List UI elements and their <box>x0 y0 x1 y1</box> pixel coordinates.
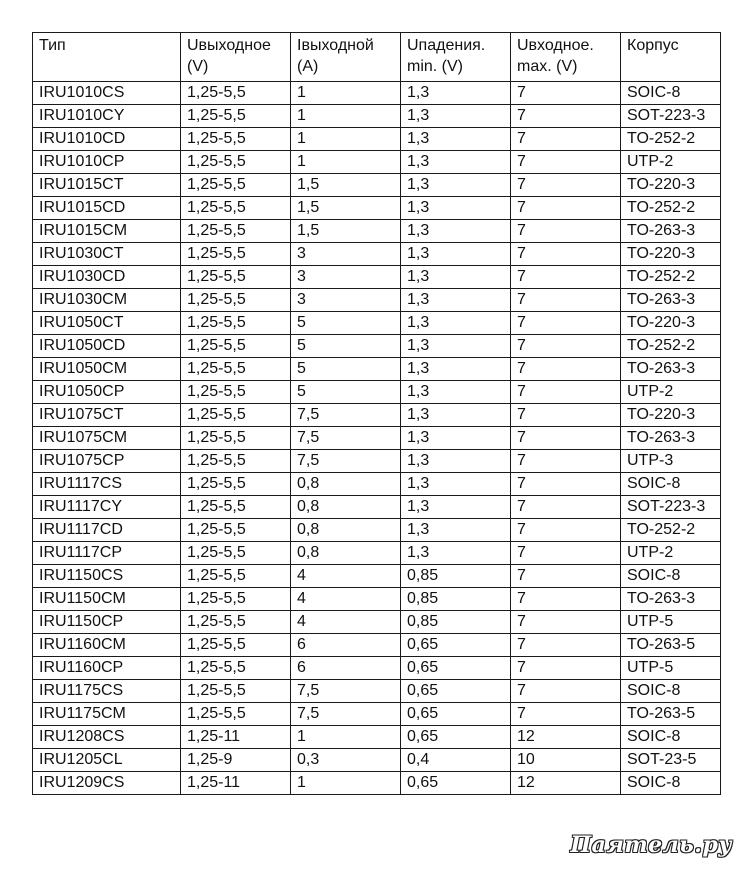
column-header-unit: max. (V) <box>517 58 578 75</box>
cell-dropout-voltage: 0,65 <box>401 657 511 680</box>
cell-type: IRU1015CT <box>33 174 181 197</box>
cell-type: IRU1117CD <box>33 519 181 542</box>
cell-output-voltage: 1,25-5,5 <box>181 243 291 266</box>
cell-input-voltage-max: 7 <box>511 496 621 519</box>
table-row <box>33 450 721 473</box>
cell-type: IRU1015CM <box>33 220 181 243</box>
cell-input-voltage-max: 10 <box>511 749 621 772</box>
table-row <box>33 289 721 312</box>
cell-input-voltage-max: 7 <box>511 450 621 473</box>
cell-type: IRU1050CP <box>33 381 181 404</box>
cell-dropout-voltage: 1,3 <box>401 220 511 243</box>
cell-input-voltage-max: 7 <box>511 174 621 197</box>
table-row <box>33 358 721 381</box>
cell-dropout-voltage: 1,3 <box>401 496 511 519</box>
cell-package: UTP-2 <box>621 381 721 404</box>
cell-output-current: 7,5 <box>291 450 401 473</box>
cell-output-current: 0,8 <box>291 496 401 519</box>
cell-type: IRU1160CM <box>33 634 181 657</box>
cell-output-current: 3 <box>291 289 401 312</box>
cell-package: SOIC-8 <box>621 82 721 105</box>
cell-type: IRU1150CS <box>33 565 181 588</box>
column-header-type <box>33 33 181 82</box>
cell-package: TO-263-3 <box>621 289 721 312</box>
cell-output-current: 5 <box>291 358 401 381</box>
table-row <box>33 151 721 174</box>
cell-output-current: 7,5 <box>291 680 401 703</box>
cell-type: IRU1208CS <box>33 726 181 749</box>
cell-dropout-voltage: 1,3 <box>401 151 511 174</box>
cell-output-voltage: 1,25-11 <box>181 772 291 795</box>
table-row <box>33 749 721 772</box>
table-row <box>33 381 721 404</box>
cell-package: TO-220-3 <box>621 404 721 427</box>
cell-dropout-voltage: 0,65 <box>401 772 511 795</box>
cell-type: IRU1030CT <box>33 243 181 266</box>
cell-dropout-voltage: 0,65 <box>401 703 511 726</box>
table-row <box>33 312 721 335</box>
cell-input-voltage-max: 7 <box>511 565 621 588</box>
cell-type: IRU1010CY <box>33 105 181 128</box>
cell-output-voltage: 1,25-5,5 <box>181 151 291 174</box>
table-row <box>33 496 721 519</box>
cell-package: SOT-223-3 <box>621 496 721 519</box>
cell-package: TO-252-2 <box>621 266 721 289</box>
cell-package: SOIC-8 <box>621 473 721 496</box>
table-row <box>33 243 721 266</box>
cell-output-voltage: 1,25-5,5 <box>181 519 291 542</box>
cell-output-current: 5 <box>291 335 401 358</box>
cell-type: IRU1050CD <box>33 335 181 358</box>
cell-input-voltage-max: 7 <box>511 519 621 542</box>
cell-type: IRU1015CD <box>33 197 181 220</box>
cell-package: TO-220-3 <box>621 312 721 335</box>
cell-output-current: 1 <box>291 105 401 128</box>
cell-output-current: 1 <box>291 151 401 174</box>
table-row <box>33 105 721 128</box>
cell-output-voltage: 1,25-5,5 <box>181 312 291 335</box>
cell-output-voltage: 1,25-5,5 <box>181 197 291 220</box>
cell-package: TO-252-2 <box>621 335 721 358</box>
site-watermark: Паятель.ру <box>570 832 732 858</box>
cell-type: IRU1075CP <box>33 450 181 473</box>
cell-dropout-voltage: 1,3 <box>401 289 511 312</box>
cell-package: UTP-3 <box>621 450 721 473</box>
cell-dropout-voltage: 0,4 <box>401 749 511 772</box>
table-row <box>33 680 721 703</box>
cell-output-voltage: 1,25-9 <box>181 749 291 772</box>
cell-input-voltage-max: 7 <box>511 381 621 404</box>
cell-dropout-voltage: 0,85 <box>401 565 511 588</box>
cell-input-voltage-max: 7 <box>511 151 621 174</box>
cell-input-voltage-max: 7 <box>511 611 621 634</box>
table-row <box>33 266 721 289</box>
cell-package: UTP-5 <box>621 657 721 680</box>
table-row <box>33 519 721 542</box>
cell-input-voltage-max: 7 <box>511 197 621 220</box>
cell-package: SOT-223-3 <box>621 105 721 128</box>
column-header-unit: (V) <box>187 58 209 75</box>
cell-output-current: 0,8 <box>291 519 401 542</box>
table-row <box>33 197 721 220</box>
cell-package: SOIC-8 <box>621 565 721 588</box>
table-row <box>33 588 721 611</box>
cell-output-current: 5 <box>291 381 401 404</box>
cell-type: IRU1030CD <box>33 266 181 289</box>
table-row <box>33 82 721 105</box>
cell-package: TO-263-3 <box>621 588 721 611</box>
cell-output-current: 0,8 <box>291 473 401 496</box>
cell-output-voltage: 1,25-5,5 <box>181 450 291 473</box>
cell-type: IRU1075CM <box>33 427 181 450</box>
cell-output-voltage: 1,25-5,5 <box>181 565 291 588</box>
cell-dropout-voltage: 0,65 <box>401 726 511 749</box>
cell-dropout-voltage: 1,3 <box>401 473 511 496</box>
cell-output-current: 1,5 <box>291 174 401 197</box>
column-header-label: Uвходное. <box>517 37 594 54</box>
cell-input-voltage-max: 7 <box>511 703 621 726</box>
cell-input-voltage-max: 7 <box>511 404 621 427</box>
cell-input-voltage-max: 7 <box>511 680 621 703</box>
cell-output-current: 4 <box>291 611 401 634</box>
cell-package: TO-263-3 <box>621 220 721 243</box>
cell-dropout-voltage: 1,3 <box>401 450 511 473</box>
cell-output-current: 6 <box>291 634 401 657</box>
column-header-label: Корпус <box>627 37 679 54</box>
column-header-label: Uпадения. <box>407 37 486 54</box>
cell-type: IRU1175CM <box>33 703 181 726</box>
cell-dropout-voltage: 1,3 <box>401 266 511 289</box>
table-row <box>33 703 721 726</box>
table-row <box>33 427 721 450</box>
cell-output-current: 1,5 <box>291 197 401 220</box>
cell-dropout-voltage: 1,3 <box>401 381 511 404</box>
cell-output-voltage: 1,25-5,5 <box>181 611 291 634</box>
cell-output-current: 6 <box>291 657 401 680</box>
cell-dropout-voltage: 1,3 <box>401 358 511 381</box>
table-row <box>33 174 721 197</box>
cell-package: TO-263-3 <box>621 427 721 450</box>
cell-input-voltage-max: 7 <box>511 634 621 657</box>
cell-input-voltage-max: 7 <box>511 588 621 611</box>
cell-input-voltage-max: 7 <box>511 312 621 335</box>
table-row <box>33 220 721 243</box>
table-row <box>33 611 721 634</box>
cell-dropout-voltage: 1,3 <box>401 404 511 427</box>
cell-input-voltage-max: 7 <box>511 657 621 680</box>
cell-type: IRU1030CM <box>33 289 181 312</box>
cell-output-voltage: 1,25-5,5 <box>181 588 291 611</box>
column-header-output-current <box>291 33 401 82</box>
cell-package: TO-252-2 <box>621 197 721 220</box>
cell-type: IRU1010CS <box>33 82 181 105</box>
cell-dropout-voltage: 1,3 <box>401 197 511 220</box>
cell-type: IRU1150CP <box>33 611 181 634</box>
cell-input-voltage-max: 7 <box>511 128 621 151</box>
table-row <box>33 657 721 680</box>
cell-package: UTP-5 <box>621 611 721 634</box>
cell-input-voltage-max: 7 <box>511 243 621 266</box>
cell-dropout-voltage: 1,3 <box>401 519 511 542</box>
cell-type: IRU1205CL <box>33 749 181 772</box>
regulator-spec-table <box>32 32 721 795</box>
cell-input-voltage-max: 12 <box>511 726 621 749</box>
cell-package: TO-252-2 <box>621 519 721 542</box>
cell-type: IRU1209CS <box>33 772 181 795</box>
cell-output-current: 7,5 <box>291 427 401 450</box>
cell-output-voltage: 1,25-5,5 <box>181 427 291 450</box>
column-header-label: Uвыходное <box>187 37 271 54</box>
table-row <box>33 404 721 427</box>
cell-output-current: 1 <box>291 772 401 795</box>
cell-output-voltage: 1,25-5,5 <box>181 174 291 197</box>
cell-package: SOIC-8 <box>621 726 721 749</box>
cell-type: IRU1010CP <box>33 151 181 174</box>
cell-output-current: 1,5 <box>291 220 401 243</box>
cell-output-current: 7,5 <box>291 404 401 427</box>
cell-dropout-voltage: 1,3 <box>401 82 511 105</box>
cell-output-current: 3 <box>291 266 401 289</box>
cell-input-voltage-max: 12 <box>511 772 621 795</box>
cell-output-current: 3 <box>291 243 401 266</box>
cell-type: IRU1050CT <box>33 312 181 335</box>
cell-dropout-voltage: 1,3 <box>401 427 511 450</box>
table-body <box>33 82 721 795</box>
cell-type: IRU1117CS <box>33 473 181 496</box>
column-header-unit: min. (V) <box>407 58 463 75</box>
table-row <box>33 128 721 151</box>
cell-output-voltage: 1,25-5,5 <box>181 542 291 565</box>
header-row <box>33 33 721 82</box>
cell-package: SOT-23-5 <box>621 749 721 772</box>
cell-output-voltage: 1,25-5,5 <box>181 657 291 680</box>
cell-output-voltage: 1,25-5,5 <box>181 358 291 381</box>
cell-output-voltage: 1,25-5,5 <box>181 496 291 519</box>
column-header-dropout-voltage <box>401 33 511 82</box>
cell-type: IRU1010CD <box>33 128 181 151</box>
cell-output-voltage: 1,25-5,5 <box>181 220 291 243</box>
cell-input-voltage-max: 7 <box>511 335 621 358</box>
cell-input-voltage-max: 7 <box>511 105 621 128</box>
table-row <box>33 335 721 358</box>
cell-type: IRU1175CS <box>33 680 181 703</box>
cell-package: UTP-2 <box>621 542 721 565</box>
cell-package: TO-263-3 <box>621 358 721 381</box>
cell-output-voltage: 1,25-5,5 <box>181 634 291 657</box>
cell-input-voltage-max: 7 <box>511 358 621 381</box>
cell-dropout-voltage: 0,65 <box>401 634 511 657</box>
cell-package: TO-263-5 <box>621 703 721 726</box>
cell-dropout-voltage: 1,3 <box>401 105 511 128</box>
cell-output-current: 0,3 <box>291 749 401 772</box>
cell-dropout-voltage: 0,85 <box>401 588 511 611</box>
cell-input-voltage-max: 7 <box>511 220 621 243</box>
cell-output-voltage: 1,25-5,5 <box>181 82 291 105</box>
table-row <box>33 542 721 565</box>
cell-type: IRU1117CP <box>33 542 181 565</box>
cell-output-current: 4 <box>291 565 401 588</box>
cell-package: TO-263-5 <box>621 634 721 657</box>
cell-output-voltage: 1,25-5,5 <box>181 266 291 289</box>
cell-input-voltage-max: 7 <box>511 289 621 312</box>
cell-type: IRU1117CY <box>33 496 181 519</box>
cell-output-current: 1 <box>291 726 401 749</box>
cell-output-voltage: 1,25-5,5 <box>181 381 291 404</box>
cell-input-voltage-max: 7 <box>511 82 621 105</box>
cell-output-voltage: 1,25-5,5 <box>181 128 291 151</box>
cell-output-current: 4 <box>291 588 401 611</box>
cell-output-current: 1 <box>291 128 401 151</box>
column-header-package <box>621 33 721 82</box>
cell-dropout-voltage: 1,3 <box>401 542 511 565</box>
table-row <box>33 634 721 657</box>
cell-package: SOIC-8 <box>621 680 721 703</box>
cell-dropout-voltage: 1,3 <box>401 312 511 335</box>
cell-type: IRU1075CT <box>33 404 181 427</box>
column-header-label: Iвыходной <box>297 37 374 54</box>
cell-package: TO-220-3 <box>621 243 721 266</box>
cell-output-voltage: 1,25-5,5 <box>181 105 291 128</box>
cell-output-voltage: 1,25-5,5 <box>181 680 291 703</box>
cell-package: UTP-2 <box>621 151 721 174</box>
table-row <box>33 565 721 588</box>
cell-output-voltage: 1,25-11 <box>181 726 291 749</box>
cell-type: IRU1150CM <box>33 588 181 611</box>
cell-output-current: 0,8 <box>291 542 401 565</box>
cell-input-voltage-max: 7 <box>511 542 621 565</box>
cell-dropout-voltage: 1,3 <box>401 243 511 266</box>
column-header-label: Тип <box>39 37 66 54</box>
column-header-input-voltage-max <box>511 33 621 82</box>
cell-output-voltage: 1,25-5,5 <box>181 335 291 358</box>
column-header-unit: (A) <box>297 58 319 75</box>
cell-output-current: 5 <box>291 312 401 335</box>
cell-dropout-voltage: 0,65 <box>401 680 511 703</box>
cell-package: SOIC-8 <box>621 772 721 795</box>
cell-dropout-voltage: 0,85 <box>401 611 511 634</box>
table-row <box>33 772 721 795</box>
cell-type: IRU1160CP <box>33 657 181 680</box>
table-row <box>33 473 721 496</box>
table-header <box>33 33 721 82</box>
cell-input-voltage-max: 7 <box>511 266 621 289</box>
cell-output-voltage: 1,25-5,5 <box>181 473 291 496</box>
cell-output-voltage: 1,25-5,5 <box>181 703 291 726</box>
cell-input-voltage-max: 7 <box>511 427 621 450</box>
cell-output-voltage: 1,25-5,5 <box>181 289 291 312</box>
cell-output-current: 7,5 <box>291 703 401 726</box>
cell-output-current: 1 <box>291 82 401 105</box>
column-header-output-voltage <box>181 33 291 82</box>
cell-output-voltage: 1,25-5,5 <box>181 404 291 427</box>
cell-package: TO-220-3 <box>621 174 721 197</box>
cell-dropout-voltage: 1,3 <box>401 174 511 197</box>
cell-dropout-voltage: 1,3 <box>401 335 511 358</box>
table-row <box>33 726 721 749</box>
cell-package: TO-252-2 <box>621 128 721 151</box>
cell-dropout-voltage: 1,3 <box>401 128 511 151</box>
cell-input-voltage-max: 7 <box>511 473 621 496</box>
cell-type: IRU1050CM <box>33 358 181 381</box>
